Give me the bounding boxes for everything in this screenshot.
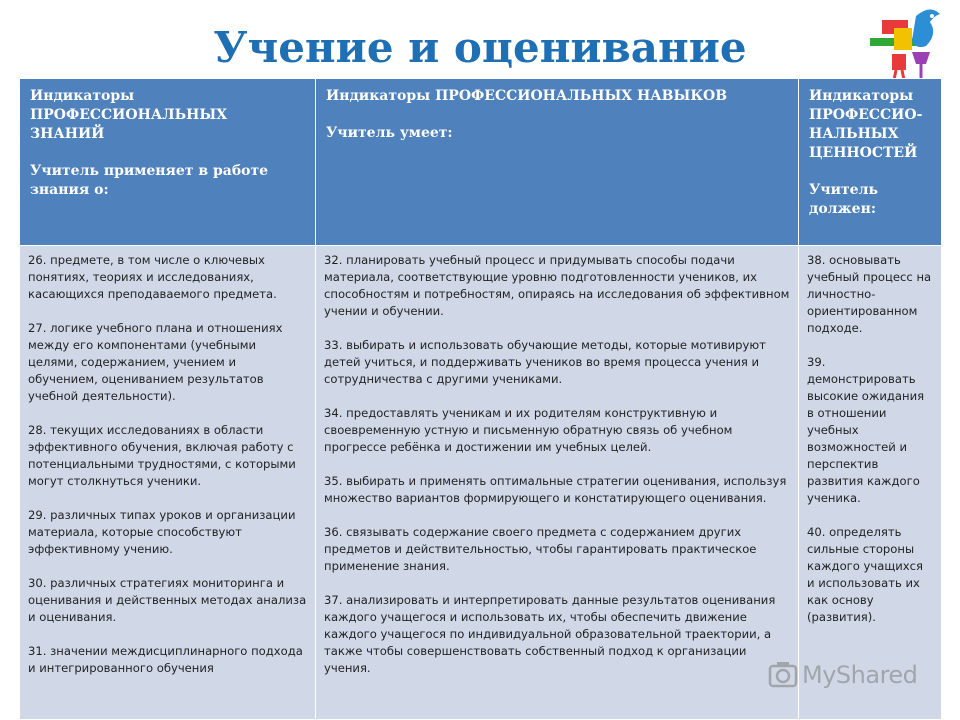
- list-item: 31. значении междисциплинарного подхода и интегрированного обучения: [28, 644, 303, 675]
- list-item: 40. определять сильные стороны каждого учащихся и использовать их как основу (развития).: [807, 525, 924, 624]
- colorful-bird-logo-icon: [868, 6, 948, 82]
- list-item: 35. выбирать и применять оптимальные стратегии оценивания, используя множество вариантов формирующего и констатирующего оценивания.: [324, 474, 787, 505]
- list-item: 29. различных типах уроков и организации материала, которые способствуют эффективному учению.: [28, 508, 296, 556]
- header-row: [20, 79, 942, 246]
- list-item: 27. логике учебного плана и отношениях между его компонентами (учебными целями, содержанием, учением и обучением, оцениванием результатов учебной деятельности).: [28, 321, 283, 403]
- list-item: 33. выбирать и использовать обучающие методы, которые мотивируют детей учиться, и поддерживать учеников во время процесса учения и сотрудничества с другими учениками.: [324, 338, 766, 386]
- values-items-cell: [799, 246, 942, 720]
- header-title: Индикаторы ПРОФЕССИОНАЛЬНЫХ НАВЫКОВ: [326, 88, 728, 104]
- list-item: 36. связывать содержание своего предмета с содержанием других предметов и действительностью, чтобы гарантировать практическое применение знания.: [324, 525, 757, 573]
- list-item: 28. текущих исследованиях в области эффективного обучения, включая работу с потенциальными трудностями, с которыми могут столкнуться ученики.: [28, 423, 296, 488]
- watermark-camera-icon: [768, 660, 798, 690]
- list-item: 38. основывать учебный процесс на личностно-ориентированном подходе.: [807, 253, 932, 335]
- list-item: 32. планировать учебный процесс и придумывать способы подачи материала, соответствующие уровню подготовленности учеников, их способностям и потребностям, опираясь на исследования об эффективном учении и обучении.: [324, 253, 790, 318]
- header-title: Индикаторы ПРОФЕССИОНАЛЬНЫХ ЗНАНИЙ: [30, 88, 228, 142]
- watermark-text: MyShared: [802, 661, 918, 689]
- header-values: [799, 79, 942, 246]
- list-item: 37. анализировать и интерпретировать данные результатов оценивания каждого учащегося и использовать их, чтобы обеспечить движение каждого учащегося по индивидуальной образовательной траектории, а также чтобы совершенствовать собственный подход к организации учения.: [324, 593, 776, 675]
- header-subtitle: Учитель должен:: [809, 182, 878, 217]
- header-subtitle: Учитель применяет в работе знания о:: [30, 163, 269, 198]
- list-item: 26. предмете, в том числе о ключевых понятиях, теориях и исследованиях, касающихся преподаваемого предмета.: [28, 253, 277, 301]
- list-item: 30. различных стратегиях мониторинга и оценивания и действенных методах анализа и оценивания.: [28, 576, 307, 624]
- skills-items-cell: [316, 246, 799, 720]
- header-title: Индикаторы ПРОФЕССИО-НАЛЬНЫХ ЦЕННОСТЕЙ: [809, 88, 923, 161]
- indicators-table: [19, 78, 942, 720]
- watermark: [768, 658, 917, 692]
- header-subtitle: Учитель умеет:: [326, 125, 453, 141]
- knowledge-items-cell: [20, 246, 316, 720]
- header-knowledge: [20, 79, 316, 246]
- page-title: Учение и оценивание: [213, 23, 747, 72]
- body-row: [20, 246, 942, 720]
- header-skills: [316, 79, 799, 246]
- list-item: 39. демонстрировать высокие ожидания в отношении учебных возможностей и перспектив развития каждого ученика.: [807, 355, 925, 505]
- list-item: 34. предоставлять ученикам и их родителям конструктивную и своевременную устную и письменную обратную связь об учебном прогрессе ребёнка и достижении им учебных целей.: [324, 406, 733, 454]
